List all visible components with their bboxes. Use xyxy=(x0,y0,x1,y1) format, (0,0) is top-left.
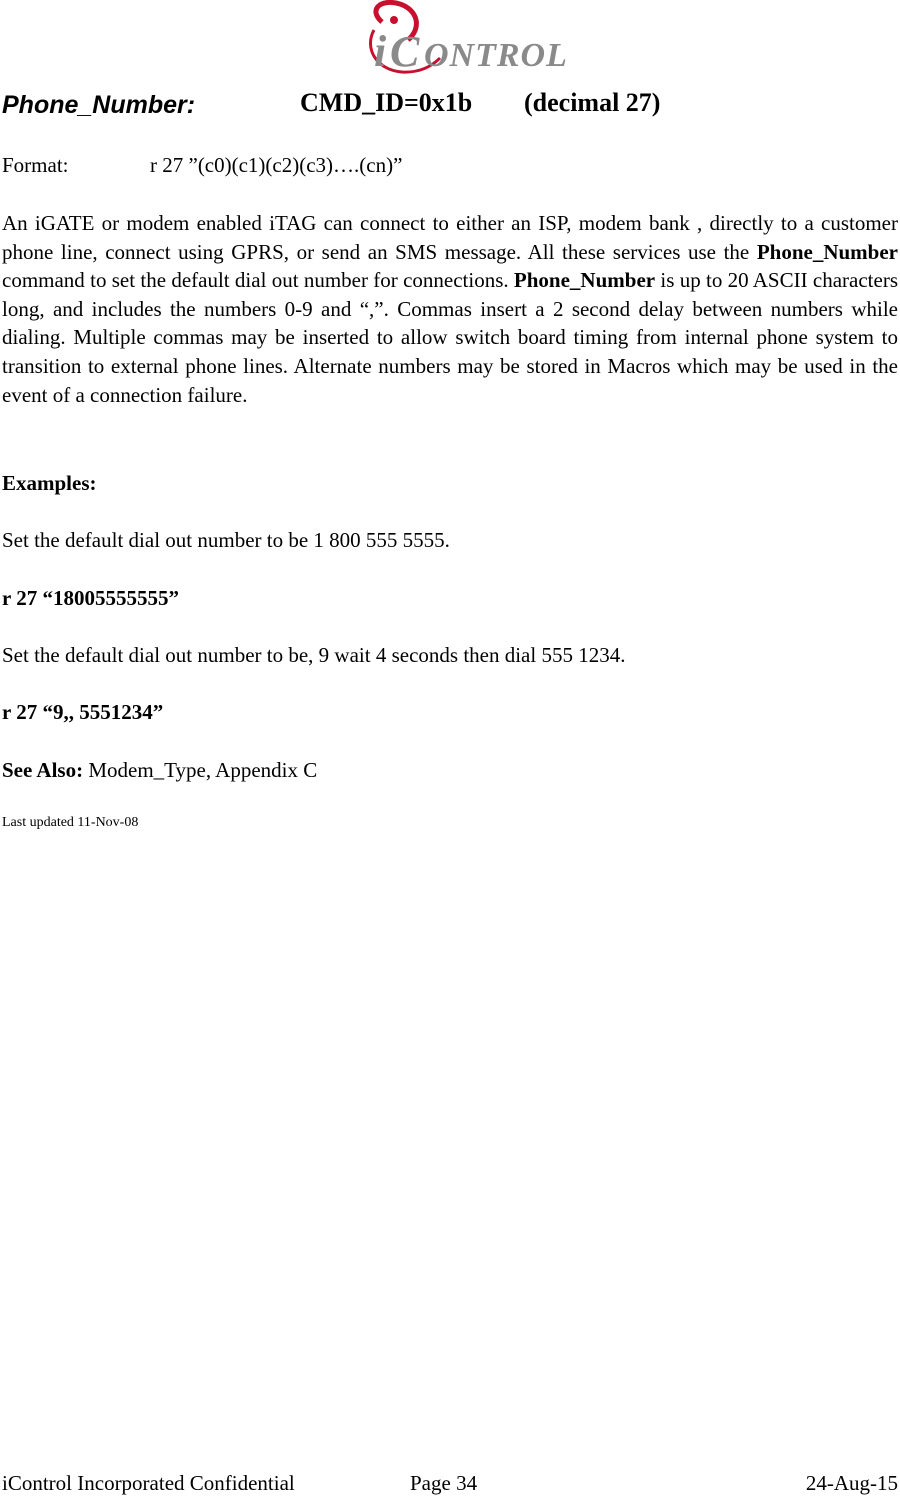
footer-date: 24-Aug-15 xyxy=(805,1471,898,1495)
description-term-1: Phone_Number xyxy=(756,239,898,264)
description-text-1: An iGATE or modem enabled iTAG can connect to either an ISP, modem bank , directly to a customer phone line, connect using GPRS, or send an SMS message. All these services use the xyxy=(2,211,898,264)
svg-text:ONTROL: ONTROL xyxy=(424,37,568,74)
footer-company: iControl Incorporated Confidential xyxy=(2,1471,295,1495)
format-value: r 27 ”(c0)(c1)(c2)(c3)….(cn)” xyxy=(150,153,403,177)
description-term-2: Phone_Number xyxy=(513,268,656,293)
command-id: CMD_ID=0x1b xyxy=(300,88,473,117)
last-updated: Last updated 11-Nov-08 xyxy=(2,815,139,830)
example-2-description: Set the default dial out number to be, 9 wait 4 seconds then dial 555 1234. xyxy=(2,643,626,667)
example-2-command: r 27 “9,, 5551234” xyxy=(2,700,164,724)
examples-heading: Examples: xyxy=(2,471,97,495)
svg-text:i: i xyxy=(374,27,387,76)
example-1-command: r 27 “18005555555” xyxy=(2,586,179,610)
see-also xyxy=(2,758,317,783)
see-also-label: See Also: xyxy=(2,758,84,782)
command-decimal: (decimal 27) xyxy=(524,88,661,117)
command-name: Phone_Number: xyxy=(2,91,196,119)
description-text-2: command to set the default dial out number for connections. xyxy=(2,268,514,293)
svg-text:C: C xyxy=(390,27,420,76)
see-also-links: Modem_Type, Appendix C xyxy=(83,758,318,782)
format-label: Format: xyxy=(2,153,69,177)
example-1-description: Set the default dial out number to be 1 800 555 5555. xyxy=(2,528,450,552)
description-paragraph xyxy=(2,209,898,409)
footer-page-number: Page 34 xyxy=(410,1471,478,1495)
description-text-3: is up to 20 ASCII characters long, and includes the numbers 0-9 and “,”. Commas insert a 2 second delay between numbers while dialing. Multiple commas may be inserted to allow switch board timing from internal phone system to transition to external phone lines. Alternate numbers may be stored in Macros which may be used in the event of a connection failure. xyxy=(2,268,898,407)
icontrol-logo xyxy=(360,0,575,78)
